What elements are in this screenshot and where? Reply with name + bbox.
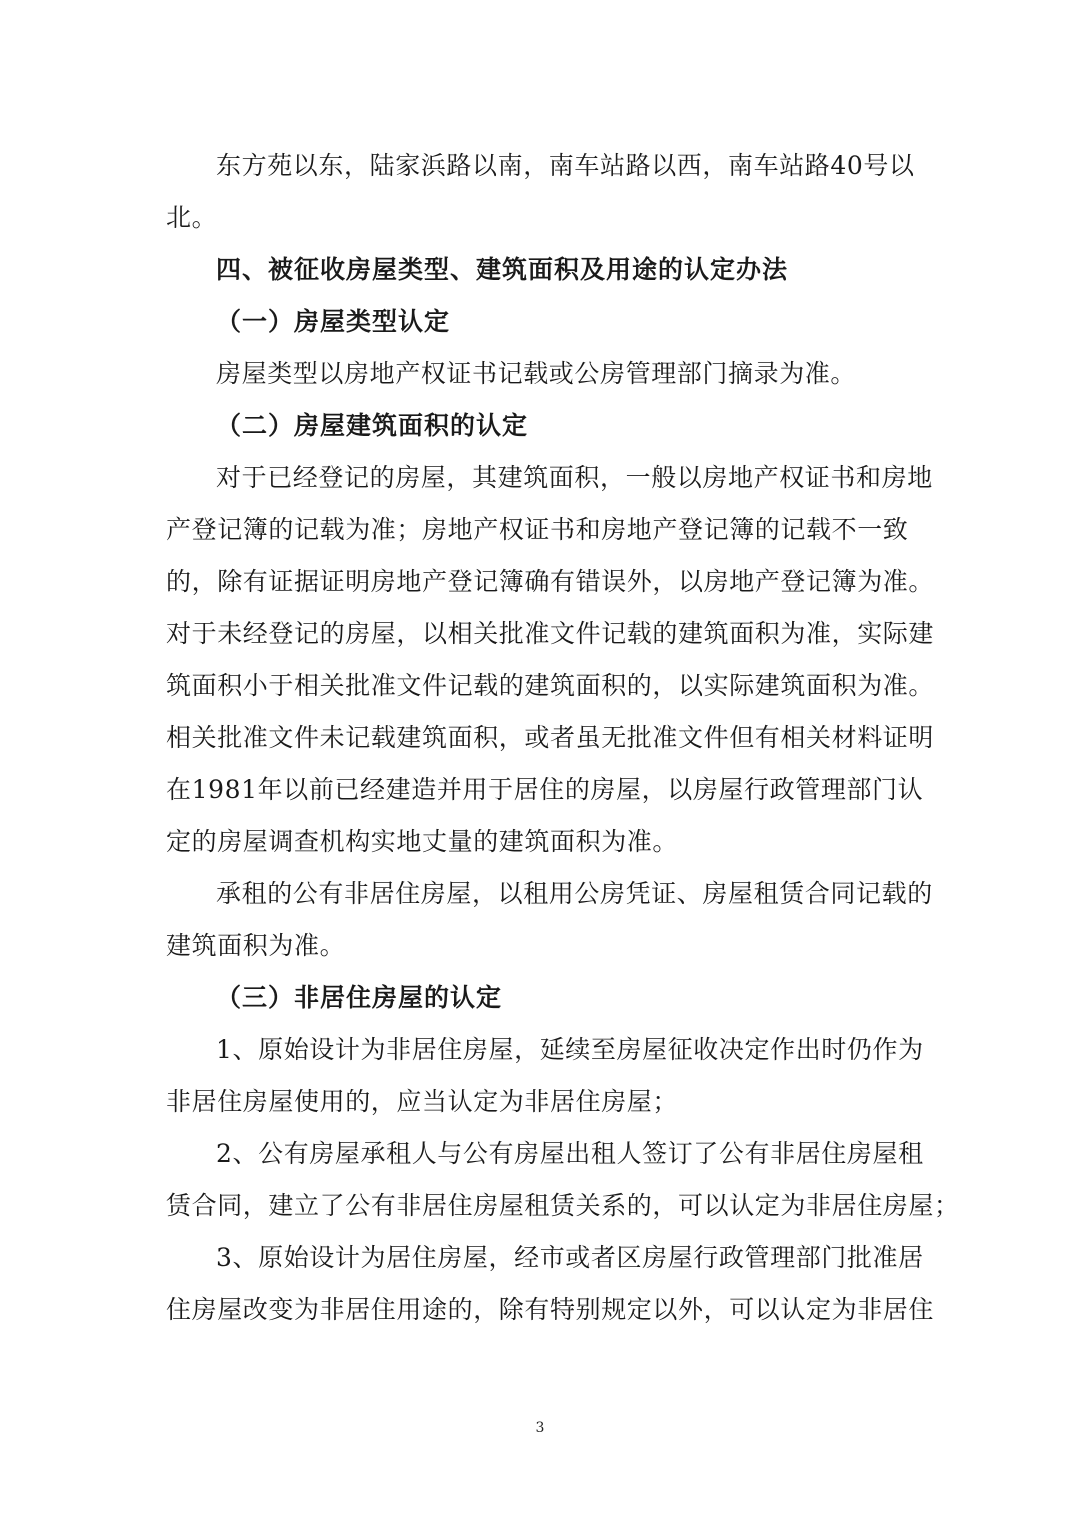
paragraph-line: 产登记簿的记载为准；房地产权证书和房地产登记簿的记载不一致 xyxy=(166,515,909,544)
page-number: 3 xyxy=(535,1420,545,1436)
paragraph-line: 东方苑以东，陆家浜路以南，南车站路以西，南车站路40号以 xyxy=(216,151,915,180)
paragraph-line: 非居住房屋使用的，应当认定为非居住房屋； xyxy=(166,1087,679,1116)
section-heading: 四、被征收房屋类型、建筑面积及用途的认定办法 xyxy=(216,255,789,284)
paragraph-line: 房屋类型以房地产权证书记载或公房管理部门摘录为准。 xyxy=(216,359,857,388)
paragraph-line: 3、原始设计为居住房屋，经市或者区房屋行政管理部门批准居 xyxy=(216,1243,924,1272)
subsection-heading: （二）房屋建筑面积的认定 xyxy=(216,411,529,440)
paragraph-line: 承租的公有非居住房屋，以租用公房凭证、房屋租赁合同记载的 xyxy=(216,879,933,908)
paragraph-line: 1、原始设计为非居住房屋，延续至房屋征收决定作出时仍作为 xyxy=(216,1035,924,1064)
paragraph-line: 在1981年以前已经建造并用于居住的房屋，以房屋行政管理部门认 xyxy=(166,775,924,804)
paragraph-line: 建筑面积为准。 xyxy=(166,931,346,960)
paragraph-line: 对于未经登记的房屋，以相关批准文件记载的建筑面积为准，实际建 xyxy=(166,619,935,648)
paragraph-line: 2、公有房屋承租人与公有房屋出租人签订了公有非居住房屋租 xyxy=(216,1139,924,1168)
paragraph-line: 住房屋改变为非居住用途的，除有特别规定以外，可以认定为非居住 xyxy=(166,1295,935,1324)
paragraph-line: 赁合同，建立了公有非居住房屋租赁关系的，可以认定为非居住房屋； xyxy=(166,1191,960,1220)
paragraph-line: 北。 xyxy=(166,203,218,232)
document-body xyxy=(166,140,960,1336)
subsection-heading: （一）房屋类型认定 xyxy=(216,307,451,336)
paragraph-line: 对于已经登记的房屋，其建筑面积，一般以房地产权证书和房地 xyxy=(216,463,933,492)
paragraph-line: 的，除有证据证明房地产登记簿确有错误外，以房地产登记簿为准。 xyxy=(166,567,935,596)
paragraph-line: 筑面积小于相关批准文件记载的建筑面积的，以实际建筑面积为准。 xyxy=(166,671,935,700)
paragraph-line: 定的房屋调查机构实地丈量的建筑面积为准。 xyxy=(166,827,679,856)
paragraph-line: 相关批准文件未记载建筑面积，或者虽无批准文件但有相关材料证明 xyxy=(166,723,935,752)
subsection-heading: （三）非居住房屋的认定 xyxy=(216,983,503,1012)
